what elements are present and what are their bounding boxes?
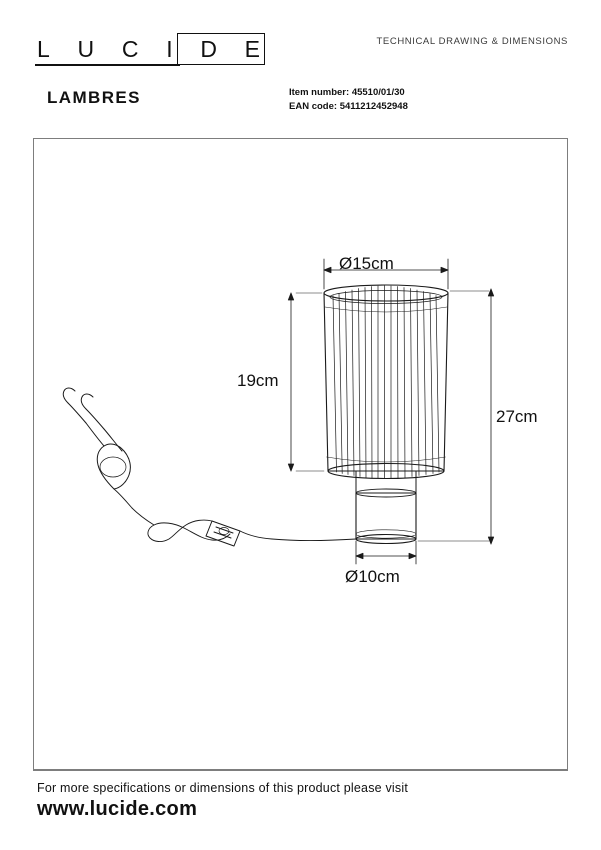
technical-drawing xyxy=(34,139,567,769)
dimension-total-height xyxy=(418,289,494,544)
footer-divider xyxy=(33,770,568,771)
dimension-shade-height xyxy=(288,293,324,471)
power-cord xyxy=(114,489,356,542)
dimension-label-base-diameter: Ø10cm xyxy=(345,567,400,586)
dimension-base-diameter xyxy=(356,541,416,564)
ean-code-row xyxy=(289,100,408,114)
logo-letter-e: E xyxy=(244,35,261,62)
logo-letters xyxy=(33,33,265,65)
lamp-base xyxy=(356,471,416,544)
drawing-frame xyxy=(33,138,568,770)
product-identifiers xyxy=(289,86,408,114)
logo-letter-u: U xyxy=(77,35,96,62)
logo-letter-l: L xyxy=(37,35,51,62)
item-number-value: 45510/01/30 xyxy=(351,87,405,98)
dimension-label-shade-height: 19cm xyxy=(237,371,279,390)
dimension-label-total-height: 27cm xyxy=(496,407,538,426)
document-type-caption: TECHNICAL DRAWING & DIMENSIONS xyxy=(376,36,568,47)
footer-website-link[interactable]: www.lucide.com xyxy=(37,798,198,820)
power-plug xyxy=(63,388,130,489)
logo-letter-d: D xyxy=(200,35,218,62)
ean-code-label: EAN code: xyxy=(289,101,338,112)
dimension-label-shade-diameter: Ø15cm xyxy=(339,254,394,273)
ean-code-value: 5411212452948 xyxy=(339,101,408,112)
footer-note: For more specifications or dimensions of this product please visit xyxy=(37,781,408,795)
logo-underline xyxy=(35,64,180,66)
page-title: LAMBRES xyxy=(47,88,141,107)
lamp-shade xyxy=(324,285,448,479)
inline-switch xyxy=(206,521,240,546)
lucide-logo xyxy=(33,33,265,65)
logo-letter-c: C xyxy=(121,35,140,62)
item-number-row xyxy=(289,86,408,100)
item-number-label: Item number: xyxy=(289,87,350,98)
logo-letter-i: I xyxy=(166,35,174,62)
